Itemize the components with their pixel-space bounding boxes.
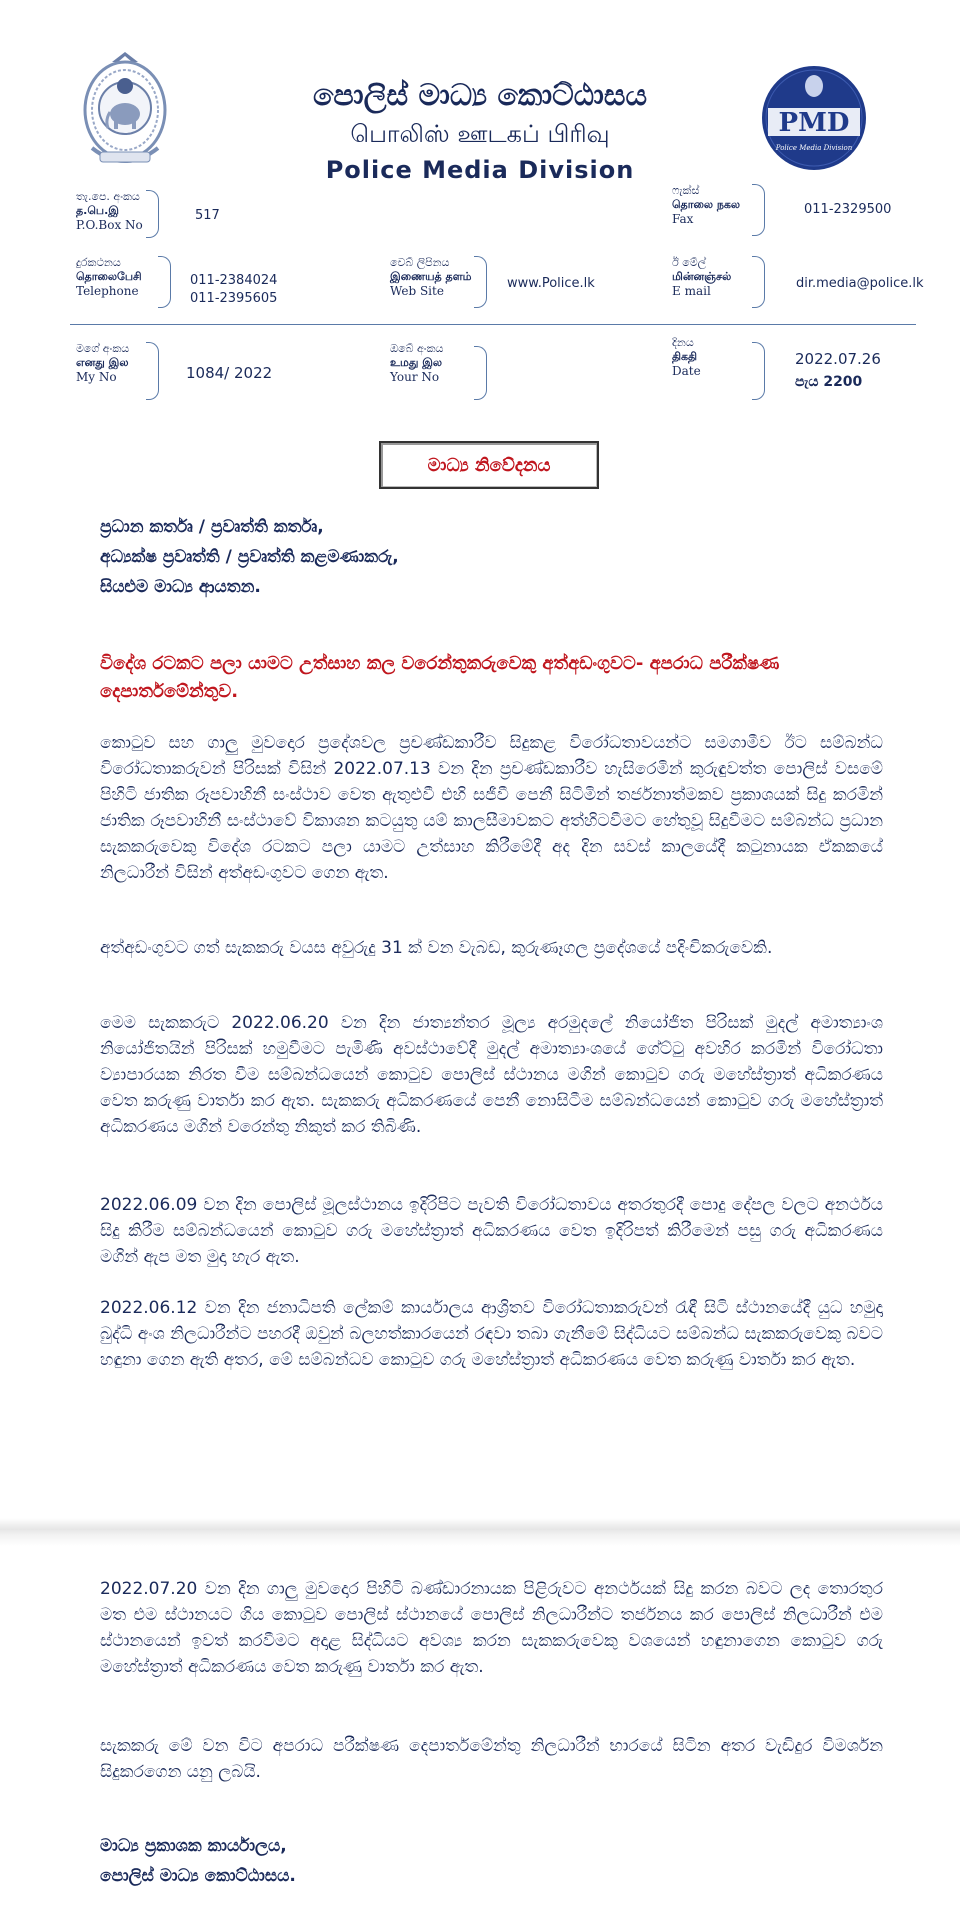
date-value: 2022.07.26 bbox=[795, 350, 881, 368]
fax-label: ෆැක්ස් தொலை நகல Fax bbox=[672, 184, 741, 226]
title-tamil: பொலிஸ் ஊடகப் பிரிவு bbox=[350, 120, 610, 148]
headline: විදේශ රටකට පලා යාමට උත්සාහ කල වරෙන්තුකරුවෙකු අත්අඩංගුවට- අපරාධ පරීක්ෂණ දෙපාර්තමේන්තුව. bbox=[100, 653, 780, 702]
po-box-value: 517 bbox=[195, 208, 220, 223]
paragraph-2: අත්අඩංගුවට ගත් සැකකරු වයස අවුරුදු 31 ක් වන වැබඩ, කුරුණෑගල ප්‍රදේශයේ පදිංචිකරුවෙකි. bbox=[100, 938, 773, 958]
your-no-label: ඔබේ අංකය உமது இல Your No bbox=[390, 342, 444, 384]
notice-title: මාධ්‍ය නිවේදනය bbox=[427, 454, 551, 476]
my-no-value: 1084/ 2022 bbox=[186, 364, 273, 382]
date-label: දිනය திகதி Date bbox=[672, 336, 701, 378]
website-label: වෙබ් ලිපිනය இணையத் தளம் Web Site bbox=[390, 256, 472, 298]
paragraph-5: 2022.06.12 වන දින ජනාධිපති ලේකම් කාර්යාලය ආශ්‍රිතව විරෝධතාකරුවන් රැඳී සිටි ස්ථානයේදී යුධ හමුදා බුද්ධි අංශ නිලධාරීන්ට පහරදී ඔවුන් බලහත්කාරයෙන් රඳවා තබා ගැනීමේ සිද්ධියට සම්බන්ධ සැකකරුවෙකු බවට හඳුනා ගෙන ඇති අතර, මේ සම්බන්ධව කොටුව ගරු මහේස්ත්‍රාත් අධිකරණය වෙත කරුණු වාර්තා කර ඇත. bbox=[100, 1298, 883, 1370]
website-link[interactable]: www.Police.lk bbox=[507, 276, 595, 291]
signature-line-1: මාධ්‍ය ප්‍රකාශක කාර්යාලය, bbox=[100, 1836, 287, 1856]
paragraph-3: මෙම සැකකරුට 2022.06.20 වන දින ජාත්‍යන්තර මූල්‍ය අරමුදලේ නියෝජිත පිරිසක් මුදල් අමාත්‍යාංශ නියෝජිතයින් පිරිසක් හමුවීමට පැමිණි අවස්ථාවේදී මුදල් අමාත්‍යාංශයේ ගේට්ටු අවහිර කරමින් විරෝධතා ව්‍යාපාරයක නිරත වීම සම්බන්ධයෙන් කොටුව පොලිස් ස්ථානය මගින් කොටුව ගරු මහේස්ත්‍රාත් අධිකරණය වෙත කරුණු වාර්තා කර ඇත. සැකකරු අධිකරණයේ පෙනී නොසිටීම සම්බන්ධයෙන් කොටුව ගරු මහේස්ත්‍රාත් අධිකරණය මගින් වරෙන්තු නිකුත් කර තිබිණි. bbox=[100, 1013, 883, 1137]
signature-line-2: පොලිස් මාධ්‍ය කොට්ඨාසය. bbox=[100, 1866, 296, 1886]
title-english: Police Media Division bbox=[325, 156, 635, 184]
pmd-logo bbox=[760, 64, 868, 172]
paragraph-4: 2022.06.09 වන දින පොලිස් මූලස්ථානය ඉදිරිපිට පැවති විරෝධතාවය අතරතුරදී පොදු දේපල වලට අනර්ථය සිදු කිරීම සම්බන්ධයෙන් කොටුව ගරු මහේස්ත්‍රාත් අධිකරණය වෙත ඉදිරිපත් කිරීමෙන් පසු ගරු අධිකරණය මගින් ඇප මත මුදා හැර ඇත. bbox=[100, 1195, 883, 1267]
fax-value: 011-2329500 bbox=[804, 202, 892, 217]
email-link[interactable]: dir.media@police.lk bbox=[796, 276, 924, 291]
paragraph-6: 2022.07.20 වන දින ගාලු මුවදොර පිහිටි බණ්ඩාරනායක පිළිරුවට අනර්ථයක් සිදු කරන බවට ලද තොරතුර මත එම ස්ථානයට ගිය කොටුව පොලිස් ස්ථානයේ පොලිස් නිලධාරීන්ට තර්ජනය කර පොලිස් නිලධාරීන් එම ස්ථානයෙන් ඉවත් කරවීමට අදාළ සිද්ධියට අවශ්‍ය කරන සැකකරුවෙකු වශයෙන් හඳුනාගෙන කොටුව ගරු මහේස්ත්‍රාත් අධිකරණය වෙත කරුණු වාර්තා කර ඇත. bbox=[100, 1579, 883, 1677]
time-value: පැය 2200 bbox=[795, 374, 863, 390]
email-label: ඊ මේල් மின்னஞ்சல் E mail bbox=[672, 256, 732, 298]
title-sinhala: පොලිස් මාධ්‍ය කොට්ඨාසය bbox=[312, 78, 648, 113]
paragraph-7: සැකකරු මේ වන විට අපරාධ පරීක්ෂණ දෙපාර්තමේන්තු නිලධාරීන් භාරයේ සිටින අතර වැඩිදුර විමර්ශන සිදුකරගෙන යනු ලබයි. bbox=[100, 1736, 883, 1782]
notice-title-box bbox=[379, 441, 599, 489]
addressee-line-2: අධ්‍යක්ෂ ප්‍රවෘත්ති / ප්‍රවෘත්ති කළමණාකරු, bbox=[100, 547, 399, 567]
addressee-line-3: සියළුම මාධ්‍ය ආයතන. bbox=[100, 577, 261, 597]
pmd-logo-text: PMD bbox=[778, 108, 850, 138]
addressee-line-1: ප්‍රධාන කර්තෘ / ප්‍රවෘත්ති කර්තෘ, bbox=[100, 517, 324, 537]
paragraph-1: කොටුව සහ ගාලු මුවදොර ප්‍රදේශවල ප්‍රචණ්ඩකාරීව සිදුකළ විරෝධතාවයන්ට සමගාමීව ඊට සම්බන්ධ විරෝධතාකරුවන් පිරිසක් විසින් 2022.07.13 වන දින ප්‍රචණ්ඩකාරීව හැසිරෙමින් කුරුඳුවත්ත පොලිස් වසමේ පිහිටි ජාතික රූපවාහිනී සංස්ථාව වෙත ඇතුළුවී එහි සජීවී පෙනී සිටිමින් තර්ජනාත්මකව ප්‍රකාශයක් සිදු කරමින් ජාතික රූපවාහිනී සංස්ථාවේ විකාශන කටයුතු යම් කාලසීමාවකට අත්හිටවීමට හේතුවූ සිදුවීමට සම්බන්ධ ප්‍රධාන සැකකරුවෙකු විදේශ රටකට පලා යාමට උත්සාහ කිරීමේදී අද දින සවස් කාලයේදී කටුනායක ඒකකයේ නිලධාරීන් විසින් අත්අඩංගුවට ගෙන ඇත. bbox=[100, 733, 883, 883]
my-no-label: මගේ අංකය எனது இல My No bbox=[76, 342, 130, 384]
telephone-value-2: 011-2395605 bbox=[190, 291, 278, 306]
po-box-label: තැ.පෙ. අංකය த.பெ.இ P.O.Box No bbox=[76, 190, 143, 232]
telephone-label: දුරකථනය தொலைபேசி Telephone bbox=[76, 256, 142, 298]
header-divider bbox=[70, 324, 916, 325]
page-break bbox=[0, 1518, 960, 1546]
police-emblem-logo bbox=[80, 48, 170, 178]
telephone-value-1: 011-2384024 bbox=[190, 273, 278, 288]
pmd-logo-subtext: Police Media Division bbox=[775, 144, 853, 152]
